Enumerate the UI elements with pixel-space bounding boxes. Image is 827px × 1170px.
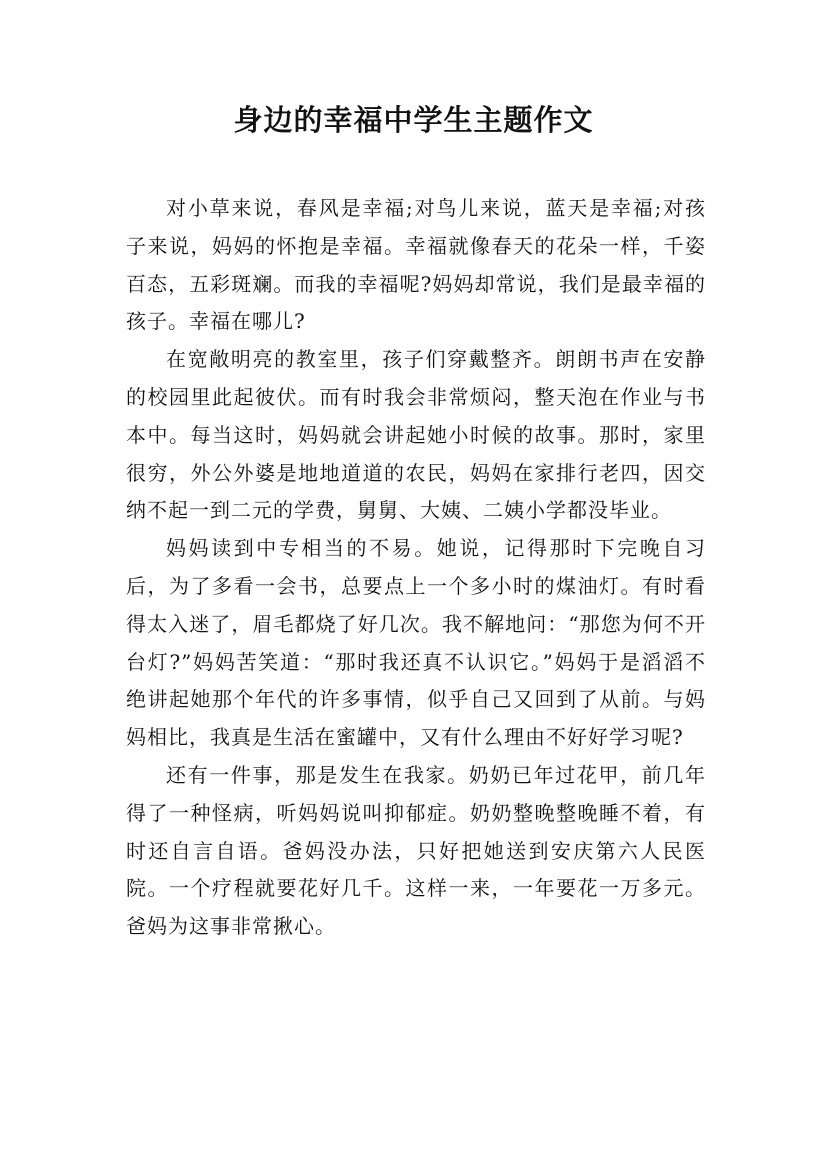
paragraph-3: 妈妈读到中专相当的不易。她说，记得那时下完晚自习后，为了多看一会书，总要点上一个多小时的煤油灯。有时看得太入迷了，眉毛都烧了好几次。我不解地问：“那您为何不开台灯?”妈妈苦笑道：“那时我还真不认识它。”妈妈于是滔滔不绝讲起她那个年代的许多事情，似乎自己又回到了从前。与妈妈相比，我真是生活在蜜罐中，又有什么理由不好好学习呢?: [126, 536, 706, 750]
paragraph-1: 对小草来说，春风是幸福;对鸟儿来说，蓝天是幸福;对孩子来说，妈妈的怀抱是幸福。幸福就像春天的花朵一样，千姿百态，五彩斑斓。而我的幸福呢?妈妈却常说，我们是最幸福的孩子。幸福在哪儿?: [126, 196, 706, 334]
paragraph-2: 在宽敞明亮的教室里，孩子们穿戴整齐。朗朗书声在安静的校园里此起彼伏。而有时我会非常烦闷，整天泡在作业与书本中。每当这时，妈妈就会讲起她小时候的故事。那时，家里很穷，外公外婆是地地道道的农民，妈妈在家排行老四，因交纳不起一到二元的学费，舅舅、大姨、二姨小学都没毕业。: [126, 347, 706, 523]
essay-body: [126, 190, 706, 946]
paragraph-4: 还有一件事，那是发生在我家。奶奶已年过花甲，前几年得了一种怪病，听妈妈说叫抑郁症。奶奶整晚整晚睡不着，有时还自言自语。爸妈没办法，只好把她送到安庆第六人民医院。一个疗程就要花好几千。这样一来，一年要花一万多元。爸妈为这事非常揪心。: [126, 762, 706, 939]
page-title: 身边的幸福中学生主题作文: [233, 103, 594, 137]
